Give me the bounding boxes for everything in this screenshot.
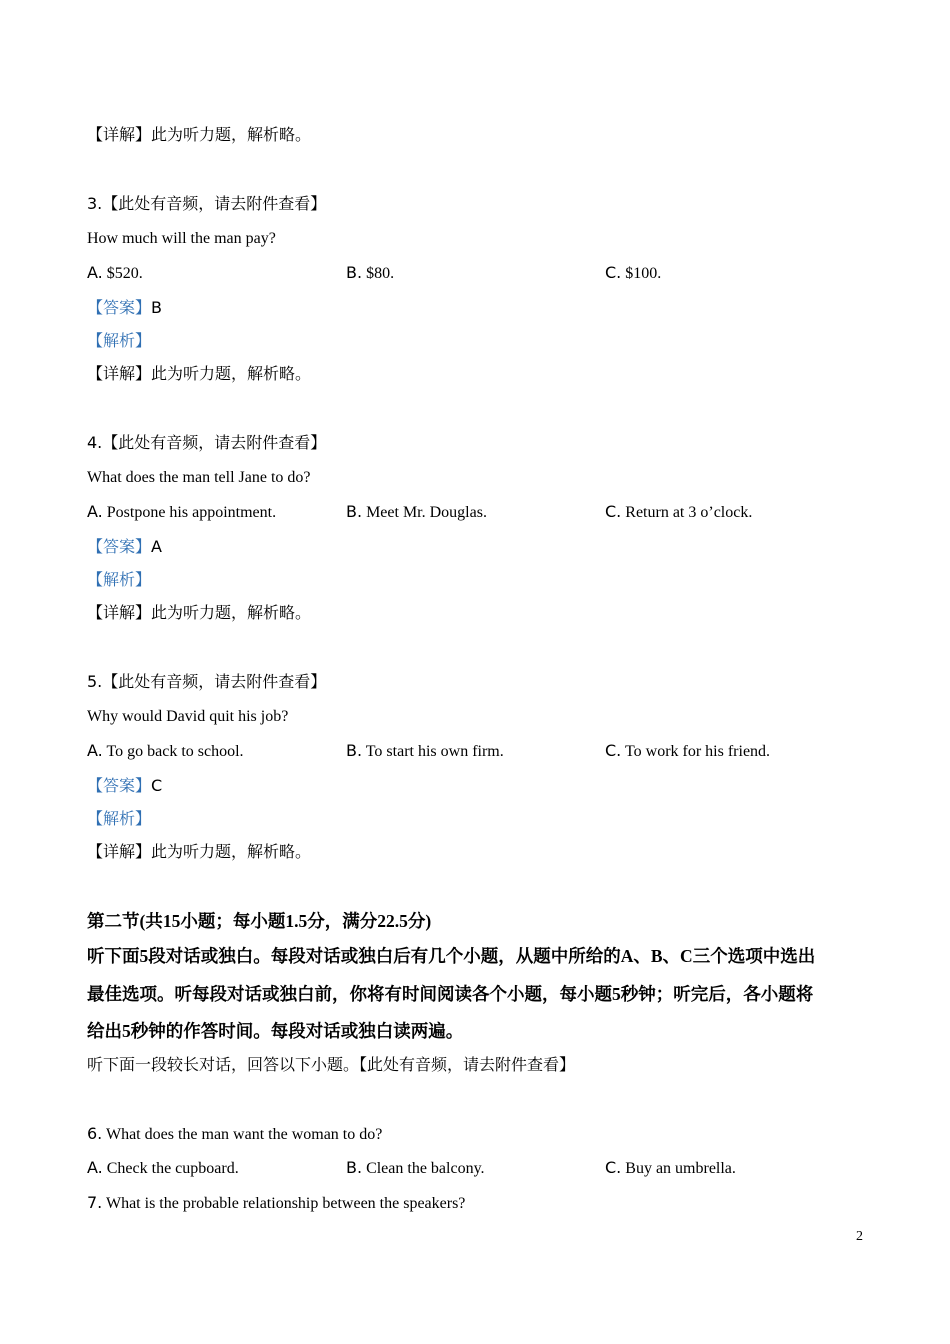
option-text: Postpone his appointment. — [102, 504, 277, 521]
question-4-text: What does the man tell Jane to do? — [87, 469, 311, 486]
question-number: 4. — [87, 433, 103, 452]
section-instructions-line3: 给出5秒钟的作答时间。每段对话或独白读两遍。 — [87, 1021, 464, 1041]
answer-label: 【答案】 — [87, 539, 152, 556]
question-text: What does the man want the woman to do? — [102, 1126, 383, 1143]
option-text: $80. — [362, 265, 395, 282]
answer-label: 【答案】 — [87, 778, 152, 795]
option-text: Check the cupboard. — [102, 1160, 239, 1177]
option-a — [87, 501, 276, 524]
answer-value: B — [151, 298, 162, 317]
option-letter: B. — [346, 1158, 363, 1177]
analysis-label: 【解析】 — [87, 811, 152, 828]
detail-line: 【详解】此为听力题，解析略。 — [87, 605, 312, 622]
option-text: $100. — [621, 265, 662, 282]
option-text: To start his own firm. — [362, 743, 504, 760]
option-b — [346, 740, 504, 763]
question-5-text: Why would David quit his job? — [87, 708, 289, 725]
question-4-header — [87, 432, 326, 455]
option-c — [605, 1157, 736, 1180]
option-text: To work for his friend. — [621, 743, 771, 760]
question-6 — [87, 1123, 382, 1146]
question-3-text: How much will the man pay? — [87, 230, 276, 247]
option-letter: C. — [605, 741, 622, 760]
option-letter: A. — [87, 502, 103, 521]
option-b — [346, 501, 487, 524]
detail-line-q2: 【详解】此为听力题，解析略。 — [87, 127, 312, 144]
question-number: 7. — [87, 1193, 103, 1212]
option-letter: A. — [87, 741, 103, 760]
section-instructions-line1: 听下面5段对话或独白。每段对话或独白后有几个小题，从题中所给的A、B、C三个选项中选出 — [87, 946, 816, 966]
option-letter: B. — [346, 741, 363, 760]
dialogue-intro: 听下面一段较长对话，回答以下小题。【此处有音频，请去附件查看】 — [87, 1057, 576, 1074]
option-text: Clean the balcony. — [362, 1160, 485, 1177]
section-instructions-line2: 最佳选项。听每段对话或独白前，你将有时间阅读各个小题，每小题5秒钟；听完后，各小题将 — [87, 984, 814, 1004]
audio-note: 【此处有音频，请去附件查看】 — [102, 674, 327, 691]
option-text: Buy an umbrella. — [621, 1160, 736, 1177]
analysis-label: 【解析】 — [87, 572, 152, 589]
answer-line — [87, 775, 162, 798]
option-a — [87, 740, 244, 763]
option-letter: B. — [346, 263, 363, 282]
answer-label: 【答案】 — [87, 300, 152, 317]
option-b — [346, 262, 394, 285]
option-text: Return at 3 o’clock. — [621, 504, 753, 521]
analysis-label: 【解析】 — [87, 333, 152, 350]
option-c — [605, 262, 661, 285]
option-a — [87, 1157, 239, 1180]
option-text: To go back to school. — [102, 743, 244, 760]
audio-note: 【此处有音频，请去附件查看】 — [102, 435, 327, 452]
option-letter: A. — [87, 1158, 103, 1177]
option-letter: C. — [605, 502, 622, 521]
question-7 — [87, 1192, 465, 1215]
question-text: What is the probable relationship between the speakers? — [102, 1195, 466, 1212]
detail-line: 【详解】此为听力题，解析略。 — [87, 366, 312, 383]
option-text: $520. — [102, 265, 143, 282]
option-c — [605, 501, 752, 524]
question-number: 3. — [87, 194, 103, 213]
option-a — [87, 262, 143, 285]
option-letter: B. — [346, 502, 363, 521]
question-number: 6. — [87, 1124, 103, 1143]
answer-value: C — [151, 776, 163, 795]
audio-note: 【此处有音频，请去附件查看】 — [102, 196, 327, 213]
option-letter: A. — [87, 263, 103, 282]
answer-line — [87, 536, 162, 559]
detail-line: 【详解】此为听力题，解析略。 — [87, 844, 312, 861]
option-text: Meet Mr. Douglas. — [362, 504, 487, 521]
question-5-header — [87, 671, 326, 694]
answer-line — [87, 297, 162, 320]
section-title: 第二节(共15小题；每小题1.5分，满分22.5分) — [87, 911, 432, 931]
answer-value: A — [151, 537, 162, 556]
question-3-header — [87, 193, 326, 216]
option-b — [346, 1157, 485, 1180]
option-letter: C. — [605, 1158, 622, 1177]
option-letter: C. — [605, 263, 622, 282]
option-c — [605, 740, 770, 763]
page-number: 2 — [856, 1229, 863, 1244]
question-number: 5. — [87, 672, 103, 691]
